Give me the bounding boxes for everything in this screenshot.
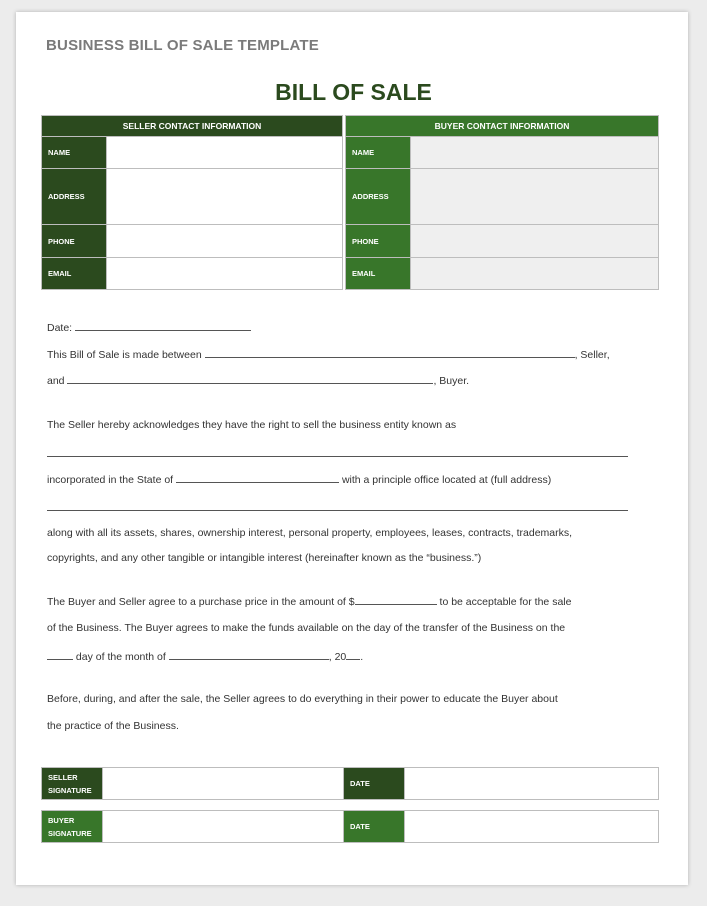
- price-line-3: [47, 650, 363, 663]
- seller-phone-label: PHONE: [42, 225, 107, 258]
- acceptable-text: to be acceptable for the sale: [439, 596, 572, 608]
- assets-line-2: copyrights, and any other tangible or intangible interest (hereinafter known as the “business.”): [47, 552, 482, 564]
- business-name-blank[interactable]: [47, 456, 628, 457]
- seller-name-field[interactable]: [107, 137, 343, 169]
- principle-office-text: with a principle office located at (full address): [341, 474, 552, 486]
- buyer-contact-table: [345, 115, 659, 290]
- buyer-suffix: , Buyer.: [433, 375, 470, 387]
- acknowledges-line: The Seller hereby acknowledges they have the right to sell the business entity known as: [47, 419, 457, 431]
- buyer-date-field[interactable]: [405, 811, 659, 843]
- buyer-phone-label: PHONE: [346, 225, 411, 258]
- buyer-line: [47, 374, 469, 387]
- buyer-name-field[interactable]: [411, 137, 659, 169]
- incorporated-text: incorporated in the State of: [47, 474, 174, 486]
- date-line: [47, 321, 251, 334]
- period: .: [360, 651, 364, 663]
- made-between-text: This Bill of Sale is made between: [47, 349, 202, 361]
- address-blank[interactable]: [47, 510, 628, 511]
- seller-date-field[interactable]: [405, 768, 659, 800]
- day-blank[interactable]: [47, 650, 73, 660]
- buyer-name-blank[interactable]: [67, 374, 433, 384]
- seller-phone-field[interactable]: [107, 225, 343, 258]
- seller-date-label: DATE: [344, 768, 405, 800]
- seller-email-label: EMAIL: [42, 258, 107, 290]
- educate-line-2: the practice of the Business.: [47, 720, 179, 732]
- buyer-date-label: DATE: [344, 811, 405, 843]
- seller-address-label: ADDRESS: [42, 169, 107, 225]
- seller-name-blank[interactable]: [205, 348, 575, 358]
- price-text: The Buyer and Seller agree to a purchase price in the amount of $: [47, 596, 355, 608]
- document-title: BUSINESS BILL OF SALE TEMPLATE: [46, 37, 319, 54]
- seller-name-label: NAME: [42, 137, 107, 169]
- assets-line-1: along with all its assets, shares, ownership interest, personal property, employees, leases, contracts, trademarks,: [47, 527, 573, 539]
- buyer-email-field[interactable]: [411, 258, 659, 290]
- seller-address-field[interactable]: [107, 169, 343, 225]
- seller-signature-table: [41, 767, 659, 800]
- date-label: Date:: [47, 322, 73, 334]
- price-blank[interactable]: [355, 595, 437, 605]
- seller-signature-field[interactable]: [103, 768, 344, 800]
- buyer-address-label: ADDRESS: [346, 169, 411, 225]
- buyer-signature-field[interactable]: [103, 811, 344, 843]
- incorporated-line: [47, 473, 551, 486]
- and-text: and: [47, 375, 65, 387]
- price-line-2: of the Business. The Buyer agrees to make the funds available on the day of the transfer of the Business on the: [47, 622, 566, 634]
- seller-email-field[interactable]: [107, 258, 343, 290]
- year-prefix: , 20: [328, 651, 347, 663]
- buyer-phone-field[interactable]: [411, 225, 659, 258]
- seller-header: SELLER CONTACT INFORMATION: [42, 116, 343, 137]
- date-blank[interactable]: [75, 321, 251, 331]
- seller-signature-label: SELLER SIGNATURE: [42, 768, 103, 800]
- state-blank[interactable]: [176, 473, 339, 483]
- educate-line-1: Before, during, and after the sale, the Seller agrees to do everything in their power to educate the Buyer about: [47, 693, 558, 705]
- buyer-name-label: NAME: [346, 137, 411, 169]
- year-blank[interactable]: [346, 650, 360, 660]
- price-line-1: [47, 595, 571, 608]
- main-title: BILL OF SALE: [275, 79, 432, 105]
- seller-suffix: , Seller,: [574, 349, 610, 361]
- parties-line: [47, 348, 610, 361]
- buyer-signature-table: [41, 810, 659, 843]
- buyer-address-field[interactable]: [411, 169, 659, 225]
- buyer-header: BUYER CONTACT INFORMATION: [346, 116, 659, 137]
- buyer-email-label: EMAIL: [346, 258, 411, 290]
- month-text: day of the month of: [75, 651, 166, 663]
- month-blank[interactable]: [169, 650, 329, 660]
- seller-contact-table: [41, 115, 343, 290]
- buyer-signature-label: BUYER SIGNATURE: [42, 811, 103, 843]
